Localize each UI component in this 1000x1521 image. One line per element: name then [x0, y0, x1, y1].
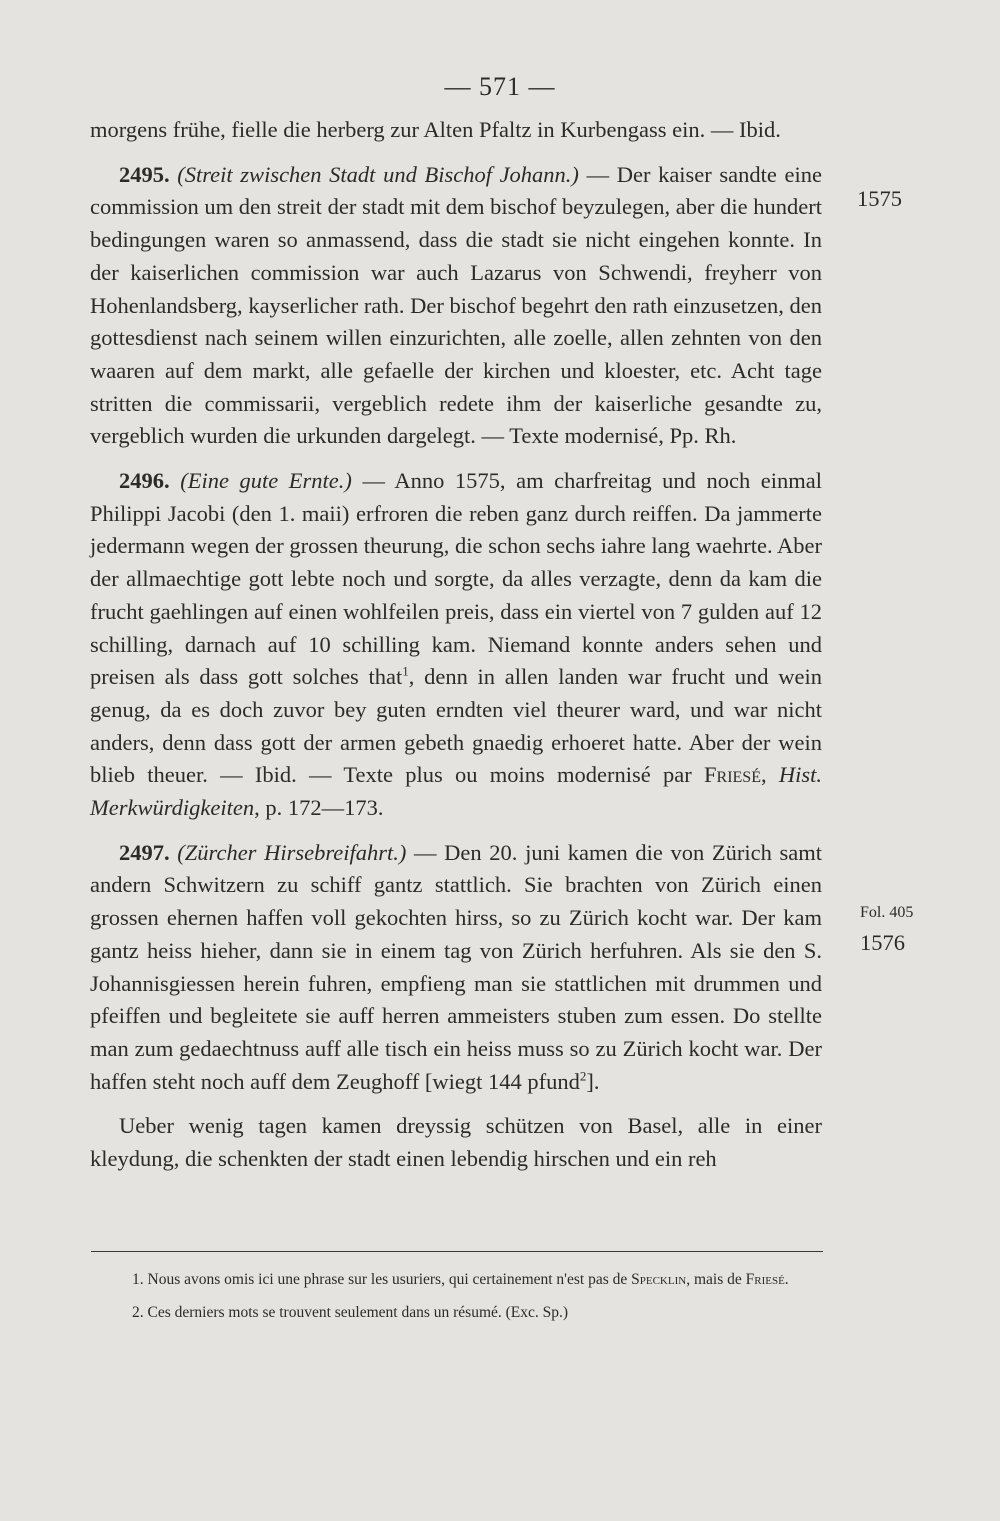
entry-number: 2495. [119, 161, 170, 187]
entry-text: — Den 20. juni kamen die von Zürich samt andern Schwitzern zu schiff gantz stattlich. Sie brachten von Zürich einen grossen ehernen haffen voll gekochten hirss, so zu Zürich kocht war. Der kam gantz heiss hieher, dann sie in einem tag von Zürich herfuhren. Als sie den S. Johannisgiessen herein fuhren, empfieng man sie stattlichen mit drummen und pfeiffen und begleitete sie auff herren ammeisters stuben zum essen. Do stellte man zum gedaechtnuss auff alle tisch ein heiss muss so zu Zürich kocht war. Der haffen steht noch auff dem Zeughoff [wiegt 144 pfund [90, 839, 822, 1094]
work-title: Hist. Merkwürdigkeiten [90, 762, 823, 821]
entry-text: , [760, 762, 779, 788]
entry-2497 [90, 837, 822, 1099]
entry-2495 [90, 159, 822, 453]
entry-number: 2497. [119, 839, 170, 865]
margin-year-1575: 1575 [857, 186, 902, 211]
entry-text: , denn in allen landen war frucht und wein genug, da es doch zuvor bey guten erndten viel theurer ward, und war nicht anders, denn dass gott der armen gebeth gnaedig erhoeret hatte. Aber der wein blieb theuer. — Ibid. — Texte plus ou moins modernisé par [90, 664, 822, 788]
paragraph-basel: Ueber wenig tagen kamen dreyssig schützen von Basel, alle in einer kleydung, die schenkten der stadt einen lebendig hirschen und ein reh [90, 1113, 822, 1172]
entry-text: ]. [586, 1068, 600, 1094]
body-text [90, 114, 822, 1176]
entry-text: — Der kaiser sandte eine commission um den streit der stadt mit dem bischof beyzulegen, aber die hundert bedingungen waren so anmassend, dass die stadt sie nicht eingehen konnte. In der kaiserlichen commission war auch Lazarus von Schwendi, freyherr von Hohenlandsberg, kayserlicher rath. Der bischof begehrt den rath einzusetzen, den gottesdienst nach seinem willen einzurichten, alle zoelle, allen zehnten von den waaren auf dem markt, alle gefaelle der kirchen und kloester, etc. Acht tage stritten die commissarii, vergeblich redete ihm der kaiserliche gesandte zu, vergeblich wurden die urkunden dargelegt. — Texte modernisé, Pp. Rh. [90, 161, 823, 449]
margin-year-1576: 1576 [860, 930, 905, 955]
entry-number: 2496. [119, 468, 170, 494]
footnote-text: 1. Nous avons omis ici une phrase sur les usuriers, qui certainement n'est pas de [132, 1271, 632, 1288]
entry-text: — Anno 1575, am charfreitag und noch einmal Philippi Jacobi (den 1. maii) erfroren die reben ganz durch reiffen. Da jammerte jedermann wegen der grossen theurung, die schon sechs iahre lang waehrte. Aber der allmaechtige gott lebte noch und sorgte, da alles verzagte, denn da kam die frucht gaehlingen auf einen wohlfeilen preis, dass ein viertel von 7 gulden auf 12 schilling, darnach auf 10 schilling kam. Niemand konnte anders sehen und preisen als dass gott solches that [90, 468, 823, 690]
author-name: Friesé [704, 762, 761, 788]
author-name: Specklin [631, 1271, 687, 1288]
paragraph-continuation: morgens frühe, fielle die herberg zur Alten Pfaltz in Kurbengass ein. — Ibid. [90, 117, 781, 142]
footnote-divider [91, 1251, 823, 1252]
footnote-1 [90, 1266, 826, 1293]
footnote-2: 2. Ces derniers mots se trouvent seulement dans un résumé. (Exc. Sp.) [132, 1304, 569, 1321]
entry-2496 [90, 465, 822, 825]
author-name: Friesé [745, 1271, 785, 1288]
footnote-text: . [784, 1271, 789, 1288]
entry-heading: (Streit zwischen Stadt und Bischof Johann.) [177, 161, 579, 187]
margin-folio-405: Fol. 405 [860, 904, 914, 921]
entry-heading: (Zürcher Hirsebreifahrt.) [177, 839, 407, 865]
footnote-text: , mais de [686, 1271, 746, 1288]
entry-text: , p. 172—173. [254, 795, 384, 821]
entry-heading: (Eine gute Ernte.) [180, 468, 352, 494]
footnotes [90, 1266, 826, 1326]
page-number: — 571 — [444, 72, 556, 101]
footnote-ref-1: 1 [402, 663, 409, 679]
footnote-ref-2: 2 [579, 1068, 587, 1084]
